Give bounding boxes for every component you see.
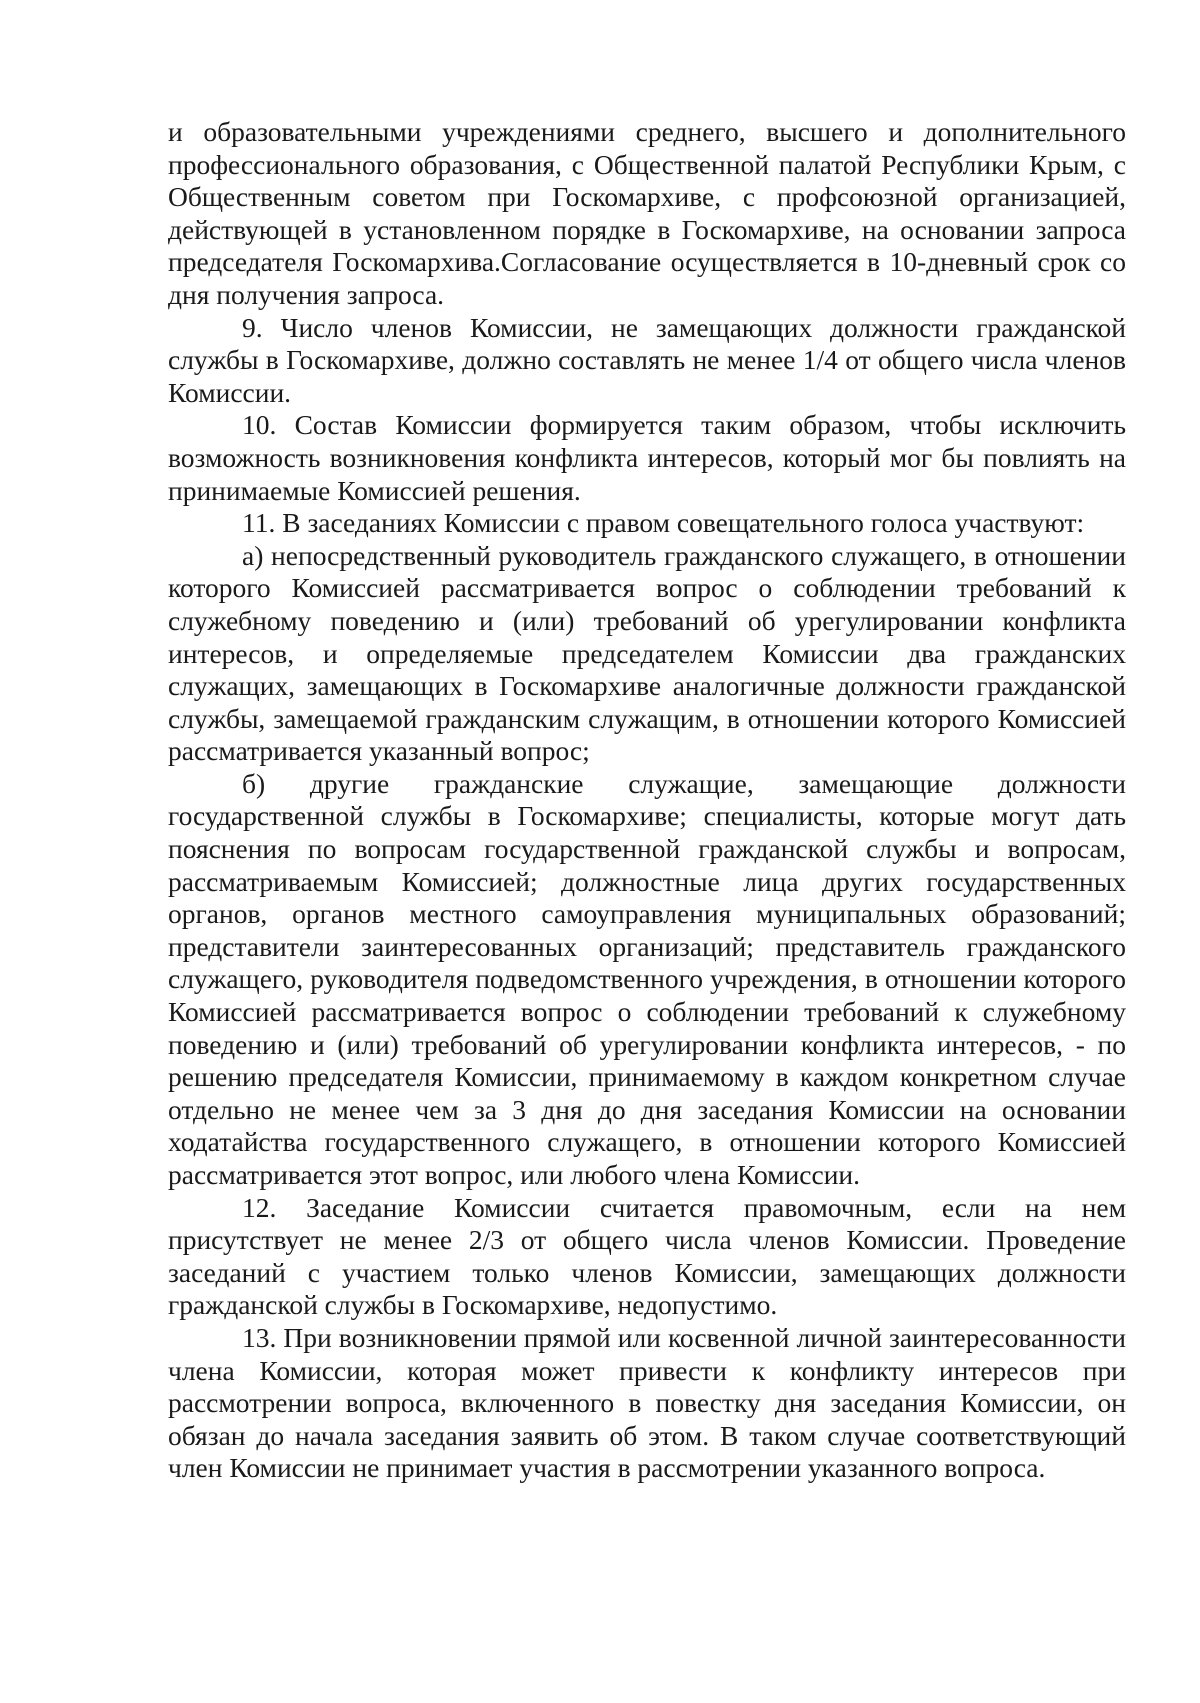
- paragraph-item-11b: б) другие гражданские служащие, замещающие должности государственной службы в Госкомархиве; специалисты, которые могут дать пояснения по вопросам государственной гражданской службы и вопросам, рассматриваемым Комиссией; должностные лица других государственных органов, органов местного самоуправления муниципальных образований; представители заинтересованных организаций; представитель гражданского служащего, руководителя подведомственного учреждения, в отношении которого Комиссией рассматривается вопрос о соблюдении требований к служебному поведению и (или) требований об урегулировании конфликта интересов, - по решению председателя Комиссии, принимаемому в каждом конкретном случае отдельно не менее чем за 3 дня до дня заседания Комиссии на основании ходатайства государственного служащего, в отношении которого Комиссией рассматривается этот вопрос, или любого члена Комиссии.: [168, 767, 1126, 1190]
- paragraph-continuation: и образовательными учреждениями среднего, высшего и дополнительного профессионального образования, с Общественной палатой Республики Крым, с Общественным советом при Госкомархиве, с профсоюзной организацией, действующей в установленном порядке в Госкомархиве, на основании запроса председателя Госкомархива.Согласование осуществляется в 10-дневный срок со дня получения запроса.: [168, 116, 1126, 310]
- document-body: [168, 116, 1126, 1485]
- paragraph-item-12: 12. Заседание Комиссии считается правомочным, если на нем присутствует не менее 2/3 от общего числа членов Комиссии. Проведение заседаний с участием только членов Комиссии, замещающих должности гражданской службы в Госкомархиве, недопустимо.: [168, 1191, 1126, 1321]
- paragraph-item-9: 9. Число членов Комиссии, не замещающих должности гражданской службы в Госкомархиве, должно составлять не менее 1/4 от общего числа членов Комиссии.: [168, 311, 1126, 408]
- paragraph-item-13: 13. При возникновении прямой или косвенной личной заинтересованности члена Комиссии, которая может привести к конфликту интересов при рассмотрении вопроса, включенного в повестку дня заседания Комиссии, он обязан до начала заседания заявить об этом. В таком случае соответствующий член Комиссии не принимает участия в рассмотрении указанного вопроса.: [168, 1321, 1126, 1484]
- paragraph-item-11a: а) непосредственный руководитель гражданского служащего, в отношении которого Комиссией рассматривается вопрос о соблюдении требований к служебному поведению и (или) требований об урегулировании конфликта интересов, и определяемые председателем Комиссии два гражданских служащих, замещающих в Госкомархиве аналогичные должности гражданской службы, замещаемой гражданским служащим, в отношении которого Комиссией рассматривается указанный вопрос;: [168, 539, 1126, 767]
- paragraph-item-11: 11. В заседаниях Комиссии с правом совещательного голоса участвуют:: [242, 507, 1085, 539]
- paragraph-item-10: 10. Состав Комиссии формируется таким образом, чтобы исключить возможность возникновения конфликта интересов, который мог бы повлиять на принимаемые Комиссией решения.: [168, 409, 1126, 506]
